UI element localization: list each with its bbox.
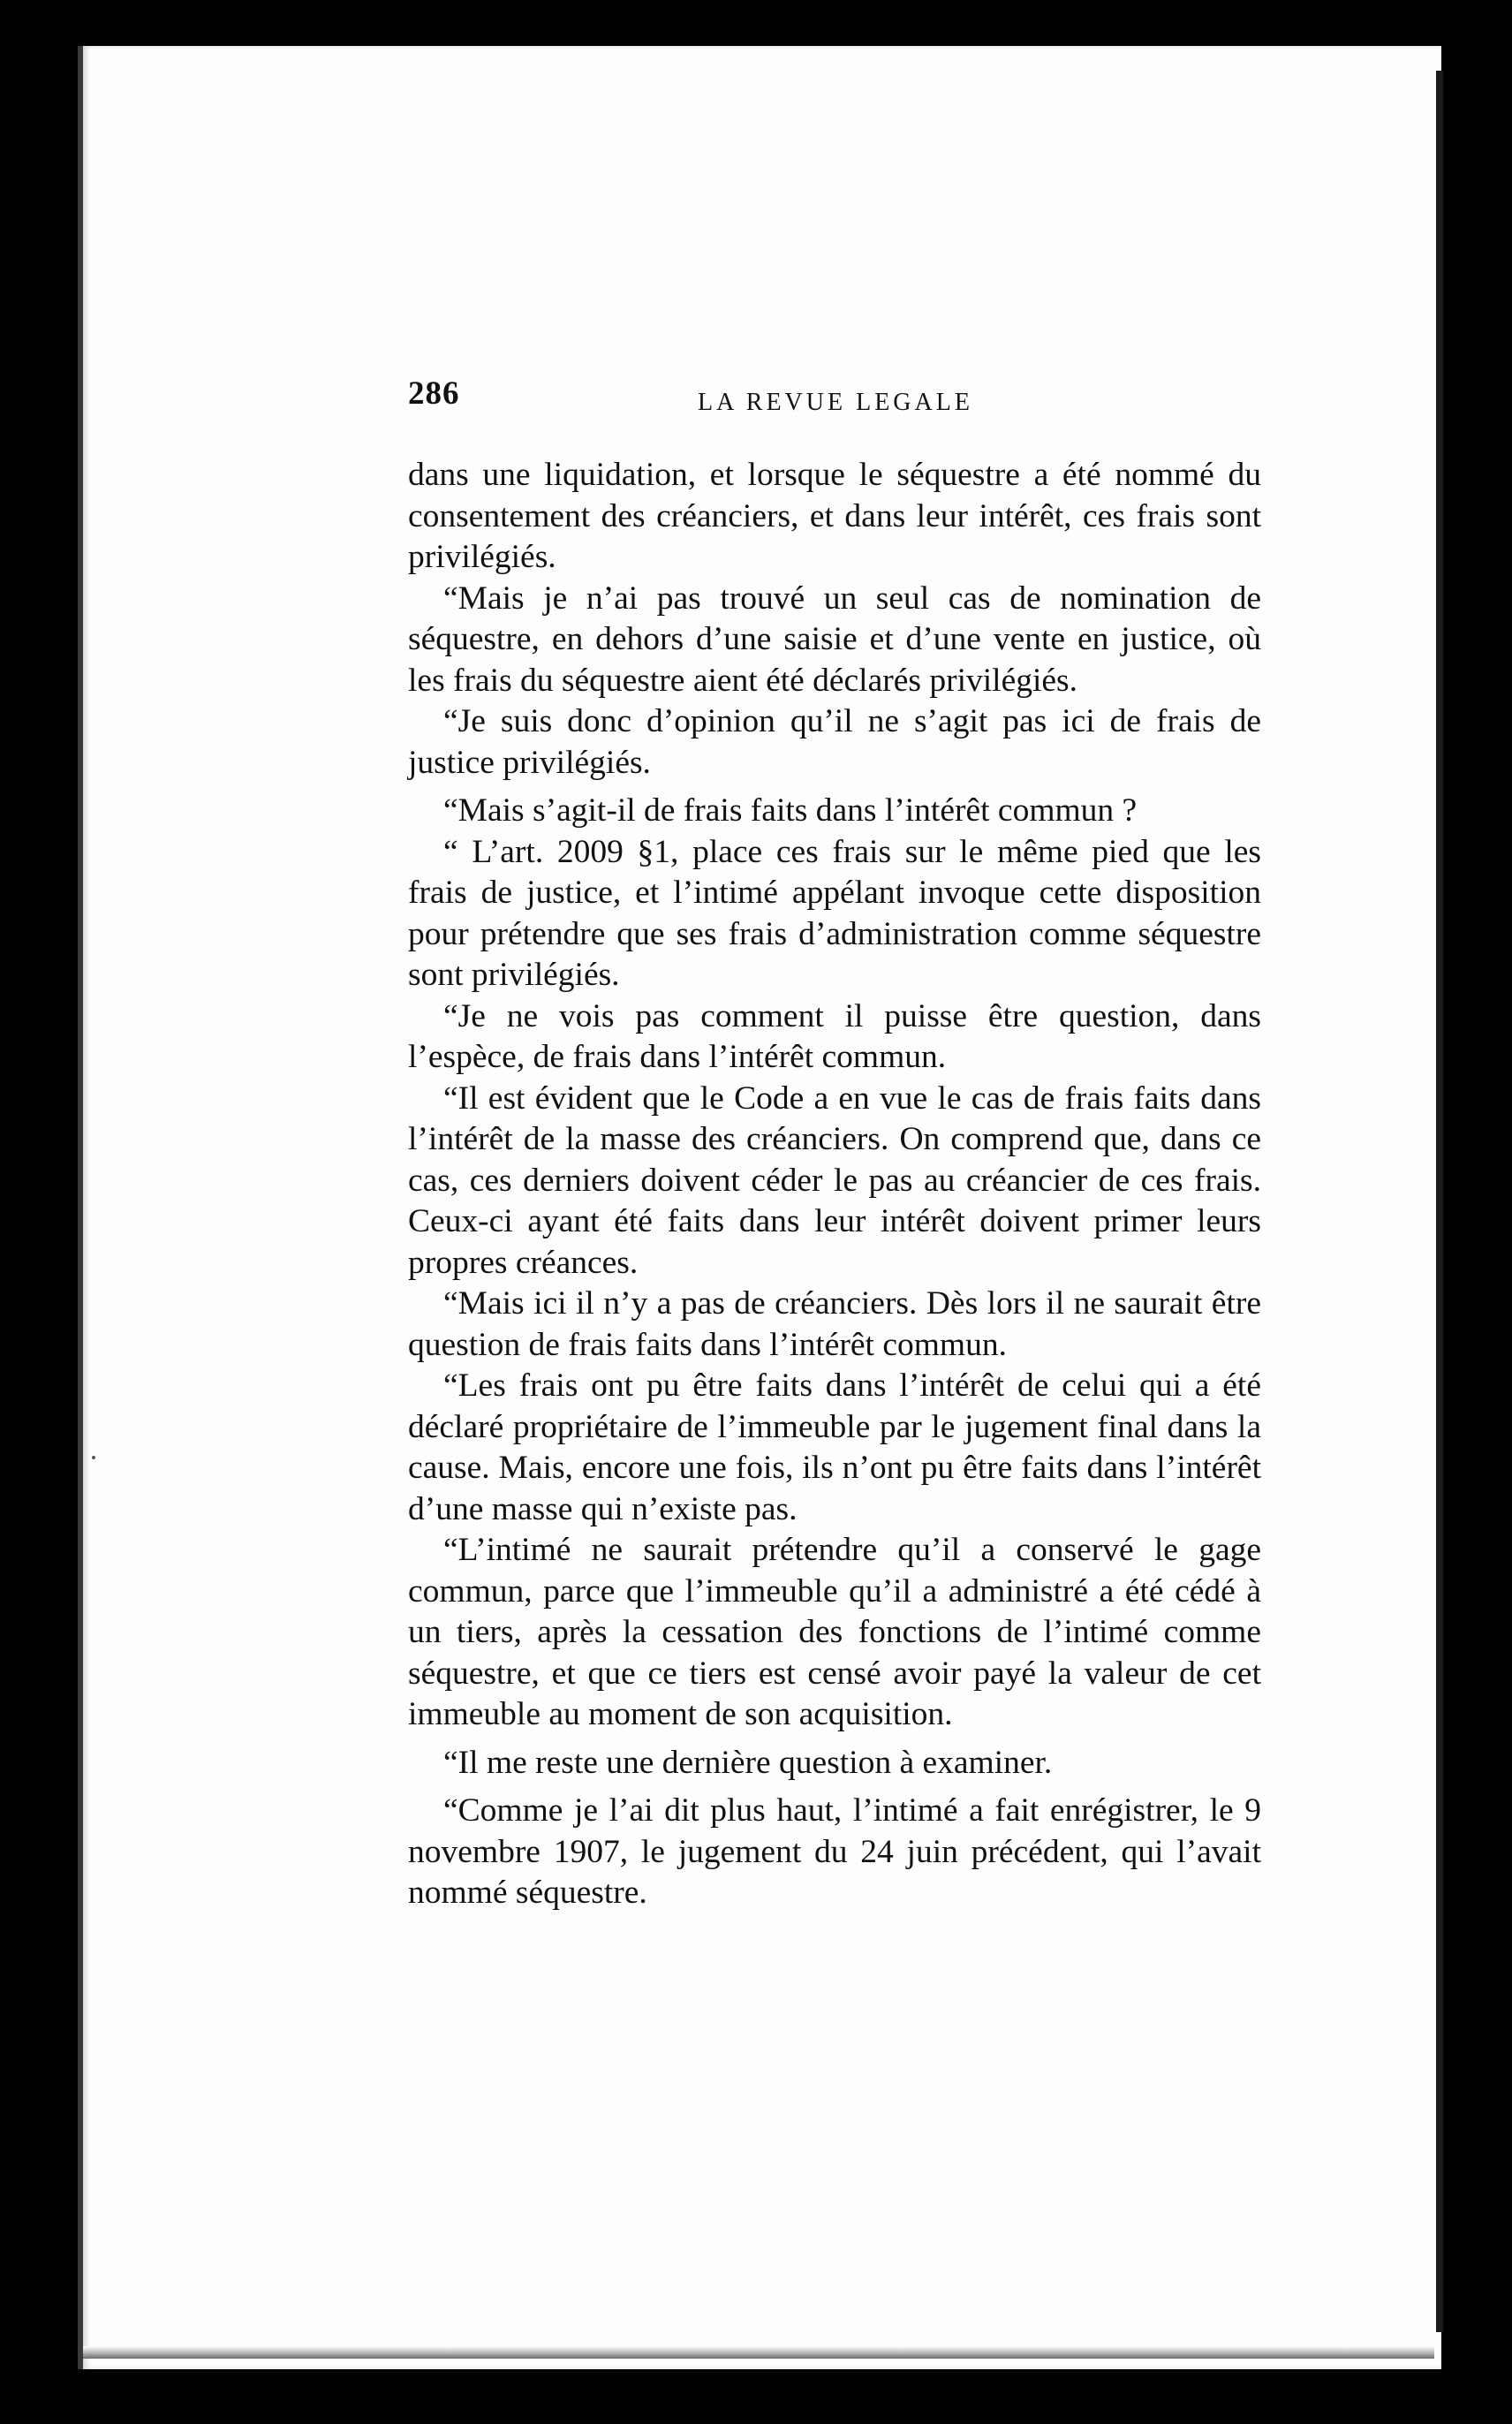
page-right-edge [1436,71,1443,2332]
paragraph: “Mais je n’ai pas trouvé un seul cas de nomination de séquestre, en dehors d’une saisie et d’une vente en justice, où les frais du séquestre aient été déclarés privilégiés. [408,579,1261,699]
paragraph: “L’intimé ne saurait prétendre qu’il a conservé le gage commun, parce que l’immeuble qu’il a administré a été cédé à un tiers, après la cessation des fonctions de l’intimé comme séquestre, et que ce tiers est censé avoir payé la valeur de cet immeuble au moment de son acquisition. [408,1532,1261,1732]
paragraph: “Mais ici il n’y a pas de créanciers. Dès lors il ne saurait être question de frais faits dans l’intérêt commun. [408,1285,1261,1363]
paragraph: “Les frais ont pu être faits dans l’intérêt de celui qui a été déclaré propriétaire de l’immeuble par le jugement final dans la cause. Mais, encore une fois, ils n’ont pu être faits dans l’intérêt d’une masse qui n’existe pas. [408,1367,1261,1527]
page-number: 286 [408,375,460,412]
journal-title: LA REVUE LEGALE [698,389,973,416]
page-bottom-edge [83,2346,1434,2359]
body-text [408,455,1261,1914]
paragraph: “Mais s’agit-il de frais faits dans l’intérêt commun ? [443,792,1138,829]
paragraph: “ L’art. 2009 §1, place ces frais sur le même pied que les frais de justice, et l’intimé appélant invoque cette disposition pour prétendre que ses frais d’administration comme séquestre sont privilégiés. [408,833,1261,993]
paper-speck [92,1456,95,1459]
paragraph: “Je suis donc d’opinion qu’il ne s’agit pas ici de frais de justice privilégiés. [408,703,1261,781]
paragraph: dans une liquidation, et lorsque le séquestre a été nommé du consentement des créanciers, et dans leur intérêt, ces frais sont privilégiés. [408,457,1261,575]
running-head [408,375,1261,424]
paragraph: “Je ne vois pas comment il puisse être question, dans l’espèce, de frais dans l’intérêt commun. [408,997,1261,1075]
paragraph: “Comme je l’ai dit plus haut, l’intimé a fait enrégistrer, le 9 novembre 1907, le jugement du 24 juin précédent, qui l’avait nommé séquestre. [408,1792,1261,1911]
paragraph: “Il est évident que le Code a en vue le cas de frais faits dans l’intérêt de la masse des créanciers. On comprend que, dans ce cas, ces derniers doivent céder le pas au créancier de ces frais. Ceux-ci ayant été faits dans leur intérêt doivent primer leurs propres créances. [408,1079,1261,1281]
paragraph: “Il me reste une dernière question à examiner. [443,1744,1053,1781]
